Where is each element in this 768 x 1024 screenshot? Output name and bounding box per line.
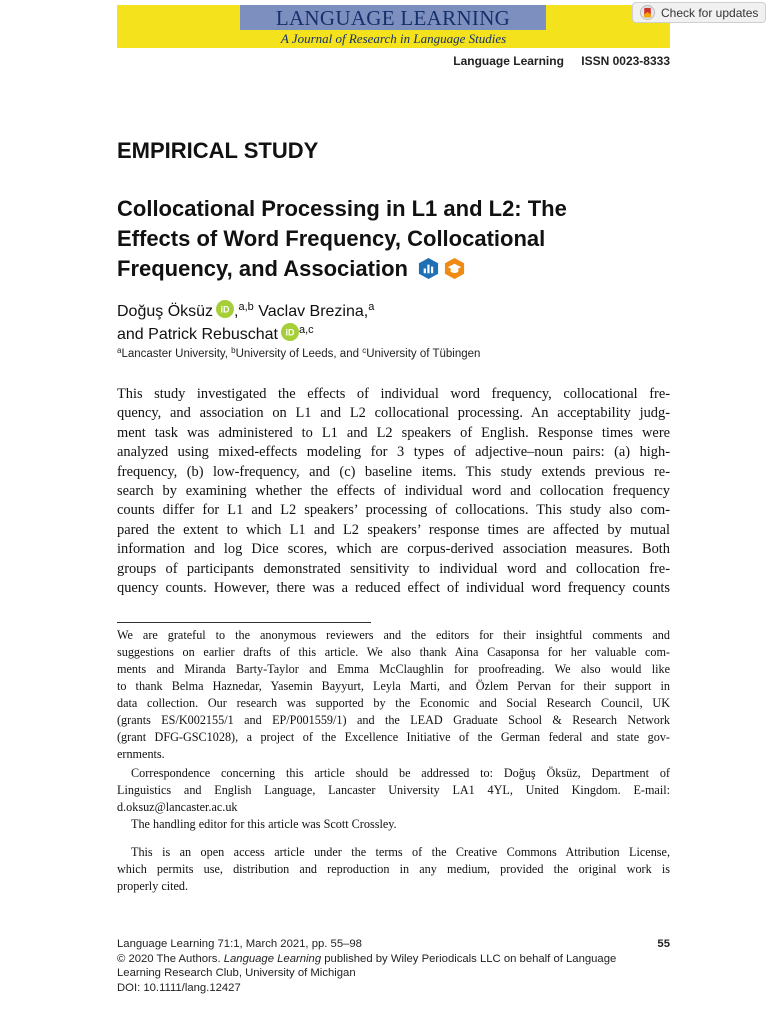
copyright-text: published by Wiley Periodicals LLC on behalf of Language [321, 952, 617, 965]
handling-editor-note: The handling editor for this article was Scott Crossley. [131, 817, 397, 831]
copyright-journal: Language Learning [223, 952, 322, 965]
footer-citation-row [117, 937, 670, 952]
abstract-line: ment task was administered to L1 and L2 speakers of English. Response times were [117, 424, 670, 441]
footnote-line: which permits use, distribution and reproduction in any medium, provided the original work is [117, 862, 670, 876]
footnote-line: ments and Miranda Barty-Taylor and Emma McClaughlin for proofreading. We also would like [117, 662, 670, 676]
footnote-line: suggestions on earlier drafts of this article. We also thank Aina Casaponsa for her valuable com- [117, 645, 670, 659]
journal-title: LANGUAGE LEARNING [275, 6, 511, 30]
author-list [117, 300, 374, 346]
orcid-icon[interactable] [281, 323, 299, 341]
footnote-line: Correspondence concerning this article should be addressed to: Doğuş Öksüz, Department of [131, 766, 670, 780]
orcid-icon[interactable] [216, 300, 234, 318]
title-line-text: Frequency, and Association [117, 256, 408, 281]
author-line [117, 323, 374, 346]
page-footer [117, 937, 670, 995]
open-materials-badge-icon[interactable] [443, 257, 466, 280]
footnote-line: properly cited. [117, 879, 189, 893]
abstract-line: search by examining whether the effects of individual word and collocation frequency [117, 483, 670, 500]
affiliations [117, 348, 480, 360]
open-access-note [117, 844, 670, 895]
footnote-line: We are grateful to the anonymous reviewers and the editors for their insightful comments and [117, 628, 670, 642]
journal-name: Language Learning [453, 54, 564, 68]
affil-sup: b [231, 346, 236, 355]
article-title [117, 194, 677, 284]
footnote-line: to thank Belma Haznedar, Yasemin Bayyurt, Leyla Marti, and Özlem Pervan for their support in [117, 679, 670, 693]
acknowledgments-note [117, 627, 670, 763]
footnote-line: Linguistics and English Language, Lancaster University LA1 4YL, United Kingdom. E-mail: [117, 783, 670, 797]
check-for-updates-button[interactable] [632, 2, 766, 23]
author-affil-sup: a,c [298, 324, 314, 336]
affil-sup: c [362, 346, 367, 355]
journal-subtitle: A Journal of Research in Language Studies [280, 31, 507, 46]
open-data-badge-icon[interactable] [417, 257, 440, 280]
abstract-line: counts differ for L1 and L2 speakers’ processing of collocations. This study also com- [117, 502, 670, 519]
abstract-line: This study investigated the effects of individual word frequency, collocational fre- [117, 386, 670, 402]
affil-text: Lancaster University, [121, 348, 232, 360]
abstract-line: analyzed using mixed-effects modeling for 3 types of adjective–noun pairs: (a) high- [117, 444, 670, 461]
abstract-line: information and log Dice scores, which are corpus-derived association measures. Both [117, 541, 670, 558]
svg-text:iD: iD [285, 327, 295, 338]
check-for-updates-label: Check for updates [661, 5, 759, 20]
citation: Language Learning 71:1, March 2021, pp. 55–98 [117, 938, 362, 950]
issn: ISSN 0023-8333 [581, 54, 670, 68]
copyright-line [117, 952, 670, 967]
title-line: Effects of Word Frequency, Collocational [117, 226, 546, 251]
footnote-line: This is an open access article under the terms of the Creative Commons Attribution License, [131, 845, 670, 859]
author-affil-sup: a [368, 301, 375, 313]
author-name[interactable]: Doğuş Öksüz [117, 303, 214, 320]
footnote-line: ernments. [117, 747, 165, 761]
abstract-line: quency, and association on L1 and L2 collocational processing. An acceptability judg- [117, 405, 670, 422]
footnote-line: (grants ES/K002155/1 and EP/P001559/1) and the LEAD Graduate School & Research Network [117, 713, 670, 727]
abstract-line: pared the extent to which L1 and L2 speakers’ response times are affected by mutual [117, 521, 670, 538]
abstract-line: frequency, (b) low-frequency, and (c) baseline items. This study extends previous re- [117, 463, 670, 480]
footnote-line: (grant DFG-GSC1028), a project of the Excellence Initiative of the German federal and state gov- [117, 730, 670, 744]
crossmark-icon [640, 5, 655, 20]
author-name[interactable]: and Patrick Rebuschat [117, 326, 278, 343]
copyright-text: © 2020 The Authors. [117, 952, 224, 965]
doi[interactable]: DOI: 10.1111/lang.12427 [117, 981, 241, 994]
affil-text: University of Leeds, and [235, 348, 363, 360]
section-label: EMPIRICAL STUDY [117, 138, 319, 163]
affil-text: University of Tübingen [366, 348, 481, 360]
affil-sup: a [117, 346, 122, 355]
title-line: Collocational Processing in L1 and L2: The [117, 196, 567, 221]
author-name[interactable]: Vaclav Brezina, [258, 303, 369, 320]
abstract [117, 385, 670, 598]
footnote-divider [117, 622, 371, 623]
author-affil-sup: a,b [238, 301, 254, 313]
svg-text:iD: iD [220, 304, 230, 315]
abstract-line: quency counts. However, there was a reduced effect of individual word frequency counts [117, 580, 670, 597]
email-link[interactable]: d.oksuz@lancaster.ac.uk [117, 800, 238, 814]
abstract-line: groups of participants demonstrated sensitivity to individual word and collocation fre- [117, 560, 670, 577]
journal-issn-line [453, 54, 670, 68]
correspondence-note [117, 765, 670, 833]
page-number: 55 [657, 938, 670, 950]
author-line: Doğuş Öksüz iD ,$^{a,b}$ Vaclav Brezina,$^a$ [117, 301, 375, 320]
copyright-line-2: Learning Research Club, University of Michigan [117, 967, 356, 979]
footnote-line: data collection. Our research was supported by the Economic and Social Research Council, UK [117, 696, 670, 710]
title-line [117, 254, 677, 284]
